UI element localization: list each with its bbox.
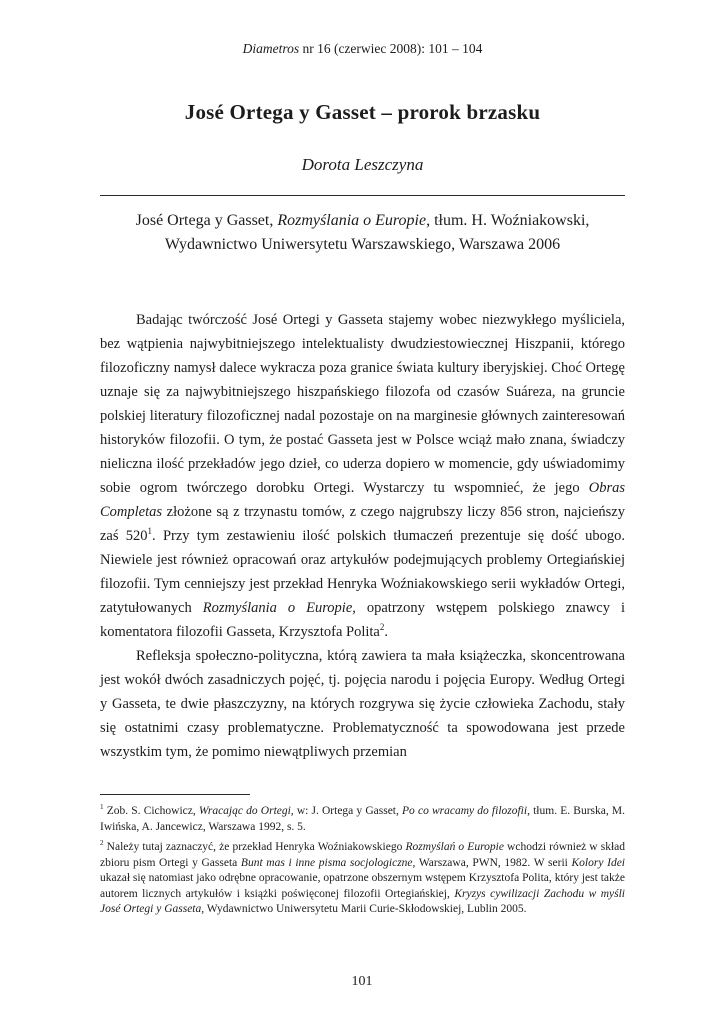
- page-number: 101: [351, 974, 373, 989]
- body-paragraph-2: Refleksja społeczno-polityczna, którą zawiera ta mała książeczka, skoncentrowana jest wokół dwóch zasadniczych pojęć, tj. pojęcia narodu i pojęcia Europy. Według Ortegi y Gasseta, te dwie płaszczyzny, na których rozgrywa się życie człowieka Zachodu, stały się ostatnimi czasy problematyczne. Problematyczność ta spowodowana jest przede wszystkim tym, że pomimo niewątpliwych przemian: [100, 648, 625, 761]
- footnote-2: $^2$ Należy tutaj zaznaczyć, że przekład Henryka Woźniakowskiego Rozmyślań o Europie wchodzi również w skład zbioru pism Ortegi y Gasseta Bunt mas i inne pisma socjologiczne, Warszawa, PWN, 1982. W serii Kolory Idei ukazał się natomiast jako odrębne opracowanie, opatrzone obszernym wstępem Krzysztofa Polita, który jest także autorem licznych artykułów i książki poświęconej filozofii Ortegiańskiej, Kryzys cywilizacji Zachodu w myśli José Ortegi y Gasseta, Wydawnictwo Uniwersytetu Marii Curie-Skłodowskiej, Lublin 2005.: [100, 839, 626, 916]
- journal-header: Diametros nr 16 (czerwiec 2008): 101 – 104: [242, 41, 483, 56]
- article-body: [100, 308, 625, 764]
- header-divider: [100, 195, 625, 196]
- body-paragraph-1: Badając twórczość José Ortegi y Gasseta stajemy wobec niezwykłego myśliciela, bez wątpienia najwybitniejszego intelektualisty dwudziestowiecznej Hiszpanii, którego filozoficzny namysł dalece wykracza poza granice świata kultury iberyjskiej. Choć Ortegę uznaje się za najwybitniejszego hiszpańskiego filozofa od czasów Suáreza, na gruncie polskiej literatury filozoficznej nadal pozostaje on na marginesie głównych zainteresowań historyków filozofii. O tym, że postać Gasseta jest w Polsce wciąż mało znana, świadczy nieliczna ilość przekładów jego dzieł, co uderza dopiero w momencie, gdy uświadomimy sobie ogrom twórczego dorobku Ortegi. Wystarczy tu wspomnieć, że jego Obras Completas złożone są z trzynastu tomów, z czego najgrubszy liczy 856 stron, najcieńszy zaś $520^1$. Przy tym zestawieniu ilość polskich tłumaczeń prezentuje się dość ubogo. Niewiele jest również opracowań oraz artykułów podejmujących problemy Ortegiańskiej filozofii. Tym cenniejszy jest przekład Henryka Woźniakowskiego serii wykładów Ortegi, zatytułowanych Rozmyślania o Europie, opatrzony wstępem polskiego znawcy i komentatora filozofii Gasseta, Krzysztofa Polita$^2$.: [100, 312, 626, 641]
- footnote-1: $^1$ Zob. S. Cichowicz, Wracając do Ortegi, w: J. Ortega y Gasset, Po co wracamy do filozofii, tłum. E. Burska, M. Iwińska, A. Jancewicz, Warszawa 1992, s. 5.: [100, 803, 625, 833]
- author-name: Dorota Leszczyna: [301, 154, 424, 174]
- article-title: José Ortega y Gasset – prorok brzasku: [184, 99, 541, 124]
- book-reference: José Ortega y Gasset, Rozmyślania o Europie, tłum. H. Woźniakowski, Wydawnictwo Uniwersytetu Warszawskiego, Warszawa 2006: [135, 211, 590, 254]
- footnote-divider: [100, 794, 250, 795]
- footnotes-section: [100, 804, 625, 918]
